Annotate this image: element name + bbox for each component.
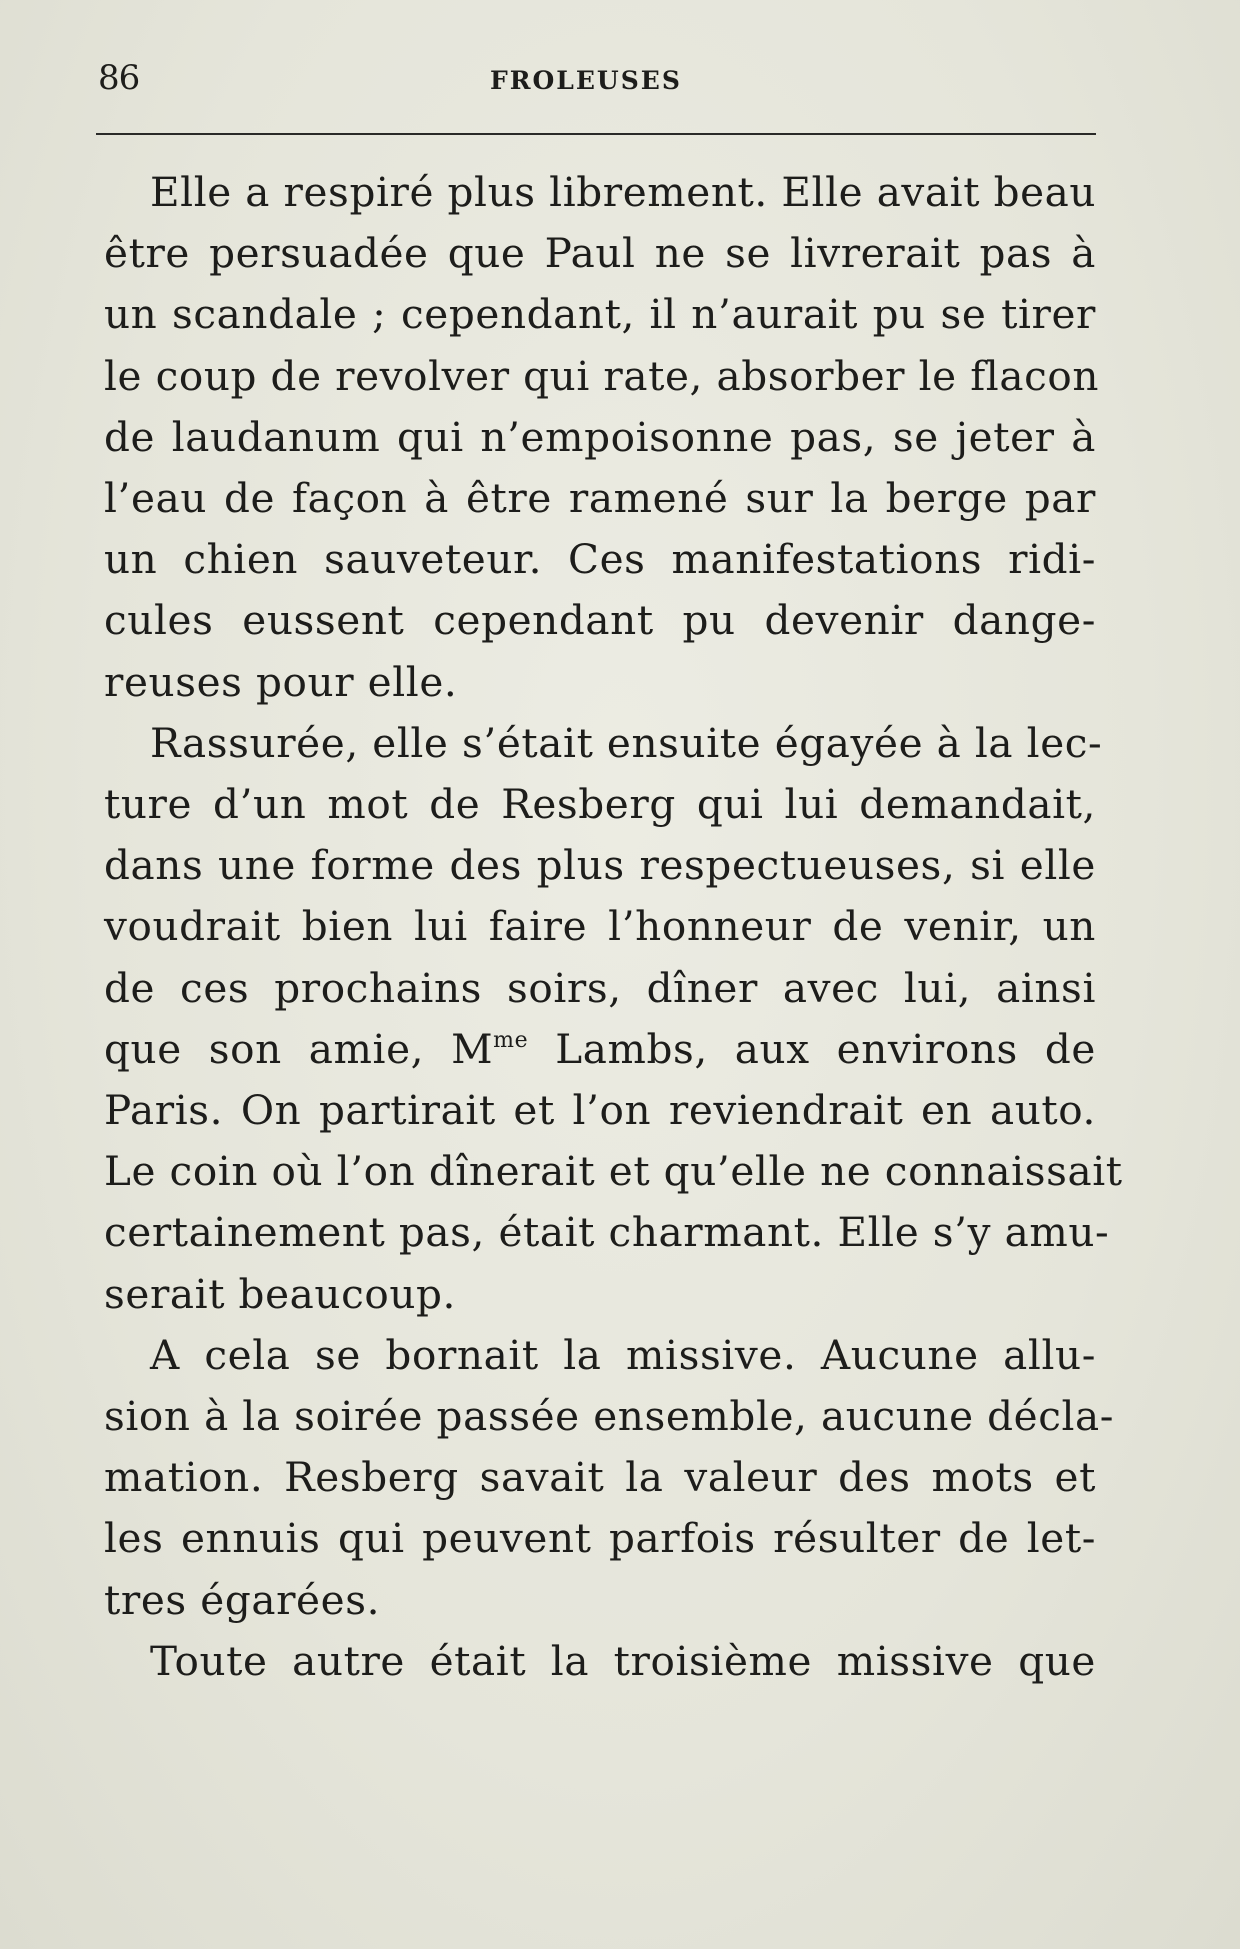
text-line: Toute autre était la troisième missive que xyxy=(150,1636,1096,1685)
text-fragment: Lambs, aux environs de xyxy=(528,1024,1097,1073)
text-line: être persuadée que Paul ne se livrerait pas à xyxy=(104,229,1096,278)
running-title: FROLEUSES xyxy=(490,66,682,95)
superscript: me xyxy=(493,1027,529,1053)
text-line: dans une forme des plus respectueuses, si elle xyxy=(104,841,1096,890)
text-line: le coup de revolver qui rate, absorber le flacon xyxy=(104,351,1100,400)
text-line: A cela se bornait la missive. Aucune allu- xyxy=(150,1330,1096,1379)
text-line: voudrait bien lui faire l’honneur de venir, un xyxy=(104,902,1096,951)
text-line: Paris. On partirait et l’on reviendrait en auto. xyxy=(104,1086,1096,1135)
text-line: de ces prochains soirs, dîner avec lui, ainsi xyxy=(104,963,1096,1012)
text-line: l’eau de façon à être ramené sur la berge par xyxy=(104,474,1096,523)
text-line: sion à la soirée passée ensemble, aucune décla- xyxy=(104,1392,1115,1441)
header-rule xyxy=(96,133,1096,135)
text-line: de laudanum qui n’empoisonne pas, se jeter à xyxy=(104,412,1096,461)
text-line: un scandale ; cependant, il n’aurait pu se tirer xyxy=(104,290,1096,339)
body-text xyxy=(104,162,1123,1692)
paragraph-2 xyxy=(104,713,1123,1325)
text-line: mation. Resberg savait la valeur des mots et xyxy=(104,1453,1096,1502)
text-line: les ennuis qui peuvent parfois résulter de let- xyxy=(104,1514,1096,1563)
text-line: ture d’un mot de Resberg qui lui demandait, xyxy=(104,780,1096,829)
text-line: tres égarées. xyxy=(104,1575,381,1624)
text-line: Rassurée, elle s’était ensuite égayée à la lec- xyxy=(150,718,1103,767)
text-line: Elle a respiré plus librement. Elle avait beau xyxy=(150,168,1097,216)
paragraph-1 xyxy=(104,162,1100,713)
text-fragment: que son amie, M xyxy=(104,1024,494,1073)
text-line: cules eussent cependant pu devenir dange- xyxy=(104,596,1096,645)
text-line: un chien sauveteur. Ces manifestations ridi- xyxy=(104,535,1096,584)
page-number: 86 xyxy=(98,58,140,98)
text-line: Le coin où l’on dînerait et qu’elle ne connaissait xyxy=(104,1147,1123,1196)
paragraph-4 xyxy=(104,1631,1096,1692)
paragraph-3 xyxy=(104,1325,1115,1631)
text-line: certainement pas, était charmant. Elle s’y amu- xyxy=(104,1208,1110,1257)
text-line: serait beaucoup. xyxy=(104,1269,457,1318)
page-header xyxy=(98,58,1098,108)
text-line: reuses pour elle. xyxy=(104,657,458,706)
text-line-with-superscript xyxy=(104,1019,1096,1080)
